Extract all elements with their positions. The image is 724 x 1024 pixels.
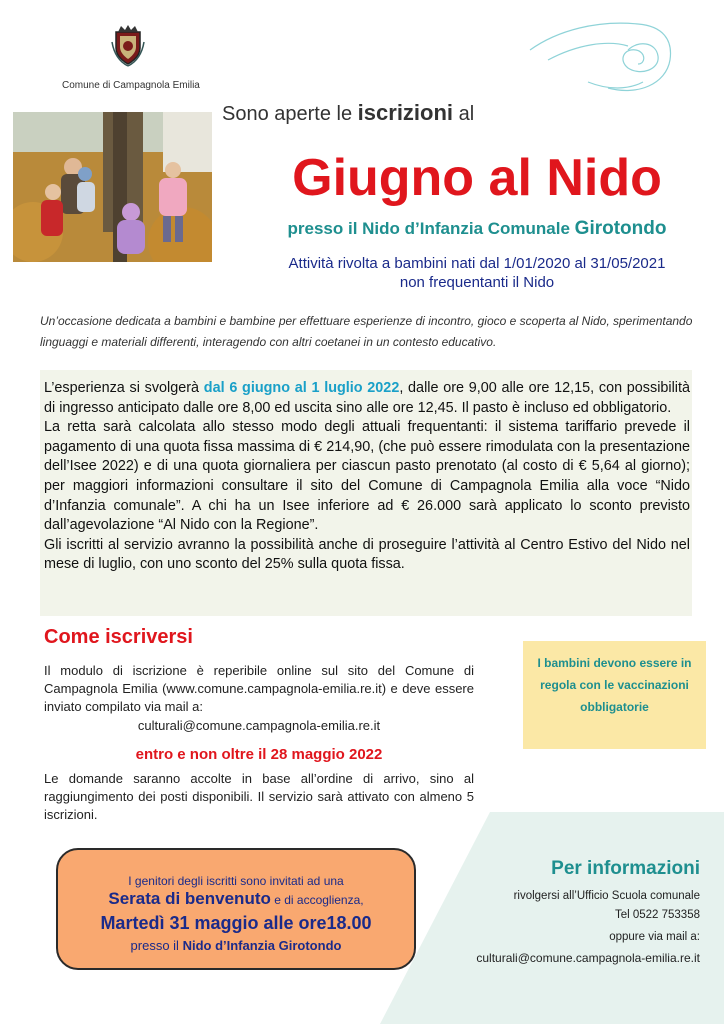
intro-line: Sono aperte le iscrizioni al bbox=[222, 100, 475, 125]
info-phone[interactable]: Tel 0522 753358 bbox=[614, 909, 700, 921]
details-paragraph-2: La retta sarà calcolata allo stesso modo degli attuali frequentanti: il sistema tariffario prevede il pagamento di una quota fissa massima di € 214,90, (che può essere rimodulata con la presentazione dell’Isee 2022) e di una quota giornaliera per ciascun pasto prenotato (al costo di € 5,64 al giorno); per maggiori informazioni consultare il sito del Comune di Campagnola Emilia alla voce “Nido d’Infanzia comunale”. A chi ha un Isee inferiore ad € 26.000 sarà applicato lo sconto previsto dall’agevolazione “Al Nido con la Regione”. bbox=[44, 419, 690, 534]
event-name: Serata di benvenuto bbox=[108, 889, 271, 908]
info-office: rivolgersi all’Ufficio Scuola comunale bbox=[513, 890, 700, 902]
venue-subtitle: presso il Nido d’Infanzia Comunale Girotondo bbox=[287, 218, 667, 239]
event-invite-line: I genitori degli iscritti sono invitati ad una bbox=[128, 874, 344, 888]
municipality-name: Comune di Campagnola Emilia bbox=[62, 80, 200, 91]
description: Un’occasione dedicata a bambini e bambine per effettuare esperienze di incontro, gioco e scoperta al Nido, sperimentando linguaggi e materiali differenti, interagendo con altri coetanei in un contesto educativo. bbox=[40, 314, 693, 349]
how-to-heading: Come iscriversi bbox=[44, 626, 193, 648]
details-text bbox=[44, 379, 690, 575]
event-location: Nido d’Infanzia Girotondo bbox=[182, 938, 342, 953]
municipal-crest-icon bbox=[108, 24, 148, 68]
details-paragraph-1: L’esperienza si svolgerà dal 6 giugno al 1 luglio 2022, dalle ore 9,00 alle ore 12,15, con possibilità di ingresso anticipato dalle ore 8,00 ed uscita sino alle ore 12,45. Il pasto è incluso ed obbligatorio. bbox=[44, 380, 690, 416]
vaccination-note: I bambini devono essere in regola con le vaccinazioni obbligatorie bbox=[537, 656, 692, 714]
event-location-line: presso il Nido d’Infanzia Girotondo bbox=[130, 938, 342, 953]
deadline: entro e non oltre il 28 maggio 2022 bbox=[135, 746, 383, 763]
intro-emphasis: iscrizioni bbox=[357, 100, 454, 125]
event-name-line: Serata di benvenuto e di accoglienza, bbox=[108, 889, 364, 908]
age-range-line-1: Attività rivolta a bambini nati dal 1/01/2020 al 31/05/2021 bbox=[288, 255, 666, 272]
swirl-decoration-icon bbox=[528, 10, 678, 100]
info-mail-label: oppure via mail a: bbox=[609, 931, 700, 943]
children-autumn-photo bbox=[13, 112, 212, 262]
how-to-text: Il modulo di iscrizione è reperibile online sul sito del Comune di Campagnola Emilia (www.comune.campagnola-emilia.re.it) e deve essere inviato compilato via mail a: bbox=[44, 663, 474, 714]
info-heading: Per informazioni bbox=[551, 858, 700, 879]
age-range bbox=[230, 254, 724, 292]
age-range-line-2: non frequentanti il Nido bbox=[399, 274, 555, 291]
acceptance-note: Le domande saranno accolte in base all’ordine di arrivo, sino al raggiungimento dei posti disponibili. Il servizio sarà attivato con almeno 5 iscrizioni. bbox=[44, 771, 474, 822]
info-email[interactable]: culturali@comune.campagnola-emilia.re.it bbox=[476, 951, 700, 965]
details-paragraph-3: Gli iscritti al servizio avranno la possibilità anche di proseguire l’attività al Centro Estivo del Nido nel mese di luglio, con uno sconto del 25% sulla quota fissa. bbox=[44, 536, 690, 573]
venue-name: Girotondo bbox=[574, 218, 667, 239]
event-dates: dal 6 giugno al 1 luglio 2022 bbox=[203, 380, 400, 396]
event-datetime: Martedì 31 maggio alle ore18.00 bbox=[100, 913, 372, 933]
page-title: Giugno al Nido bbox=[292, 149, 662, 207]
enrollment-email[interactable]: culturali@comune.campagnola-emilia.re.it bbox=[137, 718, 381, 733]
